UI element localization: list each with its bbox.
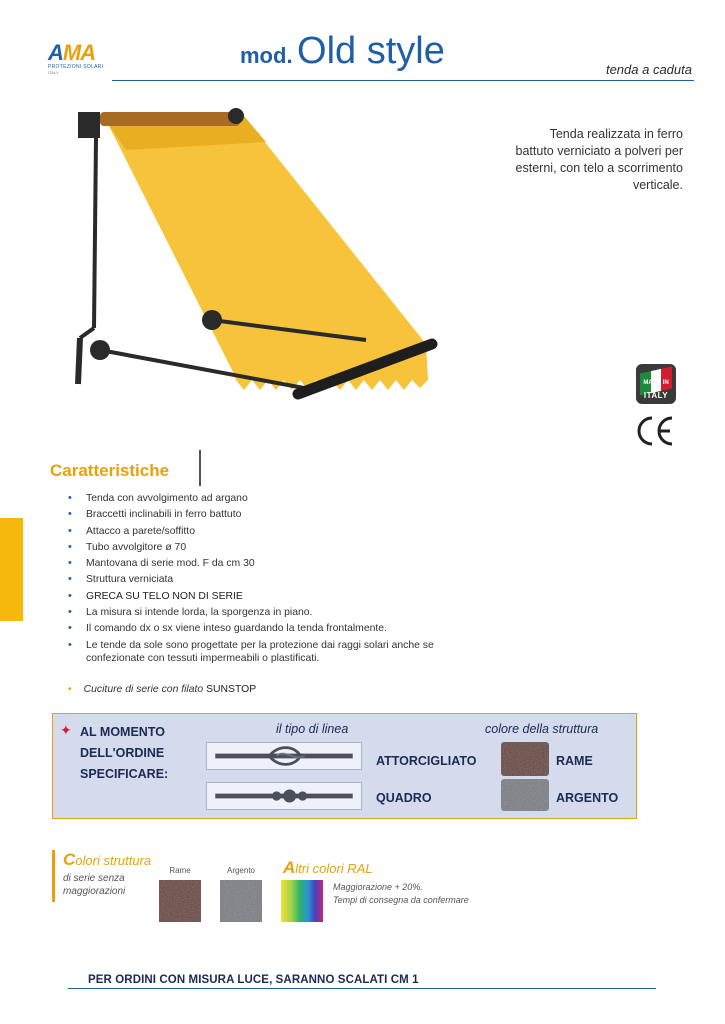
title-prefix: mod. bbox=[240, 43, 293, 68]
colors-title-rest: olori struttura bbox=[75, 853, 152, 868]
ral-title bbox=[283, 858, 373, 878]
rame-swatch bbox=[501, 742, 549, 776]
feature-item: • La misura si intende lorda, la sporgenza in piano. bbox=[60, 606, 480, 619]
product-type: tenda a caduta bbox=[605, 62, 692, 77]
crank-handle bbox=[78, 338, 80, 384]
feature-item: • Mantovana di serie mod. F da cm 30 bbox=[60, 557, 480, 570]
italy-text: ITALY bbox=[643, 391, 669, 400]
order-label: AL MOMENTO DELL'ORDINE SPECIFICARE: bbox=[80, 725, 169, 781]
roller-end-rosette bbox=[228, 108, 244, 124]
top-bracket bbox=[78, 112, 100, 138]
rame-label: Rame bbox=[169, 866, 191, 875]
feature-item: • Struttura verniciata bbox=[60, 573, 480, 586]
colors-subtitle: di serie senza maggiorazioni bbox=[63, 873, 126, 897]
rame-color-swatch bbox=[159, 880, 201, 922]
structure-color-header: colore della struttura bbox=[485, 722, 599, 736]
feature-item: • Le tende da sole sono progettate per la protezione dai raggi solari anche se confezionate con tessuti impermeabili o plastificati. bbox=[60, 639, 480, 665]
option-rame: RAME bbox=[556, 754, 593, 768]
option-argento: ARGENTO bbox=[556, 791, 619, 805]
ce-mark-icon bbox=[634, 414, 676, 448]
option-square: QUADRO bbox=[376, 791, 432, 805]
ral-surcharge: Maggiorazione + 20%. bbox=[333, 882, 423, 892]
ral-note bbox=[333, 881, 469, 907]
sunstop-prefix: Cuciture di serie con filato bbox=[83, 684, 207, 695]
star-icon: ✦ bbox=[60, 722, 72, 738]
feature-item: • Tubo avvolgitore ø 70 bbox=[60, 541, 480, 554]
side-accent-bar bbox=[0, 518, 23, 621]
argento-color-swatch bbox=[220, 880, 262, 922]
awning-fabric bbox=[108, 116, 428, 390]
logo-small-text: ITALY bbox=[48, 70, 59, 75]
colors-title bbox=[63, 850, 151, 870]
option-twisted: ATTORCIGLIATO bbox=[376, 754, 477, 768]
argento-label: Argento bbox=[226, 866, 256, 875]
features-divider bbox=[199, 450, 201, 486]
product-description: Tenda realizzata in ferro battuto verniciato a polveri per esterni, con telo a scorrimento verticale. bbox=[515, 127, 683, 192]
title-main: Old style bbox=[297, 30, 445, 72]
amma-logo bbox=[48, 42, 112, 78]
made-in-text: MADE IN bbox=[643, 380, 669, 386]
page-title bbox=[240, 30, 445, 73]
sunstop-brand: SUNSTOP bbox=[206, 684, 257, 695]
ral-color-gradient bbox=[281, 880, 323, 922]
argento-swatch bbox=[501, 779, 549, 811]
feature-item: • Tenda con avvolgimento ad argano bbox=[60, 492, 480, 505]
footer-divider bbox=[68, 988, 656, 989]
colors-title-cap: C bbox=[63, 850, 76, 869]
logo-tagline: PROTEZIONI SOLARI bbox=[48, 64, 104, 70]
ral-delivery: Tempi di consegna da confermare bbox=[333, 895, 469, 905]
colors-accent-bar bbox=[52, 850, 55, 902]
feature-item: • Il comando dx o sx viene inteso guardando la tenda frontalmente. bbox=[60, 622, 480, 635]
ral-title-cap: A bbox=[283, 858, 296, 877]
header-divider bbox=[112, 80, 694, 81]
feature-item: • Attacco a parete/soffitto bbox=[60, 525, 480, 538]
logo-mark-right: MA bbox=[62, 40, 96, 65]
logo-mark-left: A bbox=[48, 40, 63, 65]
made-in-italy-badge bbox=[636, 364, 676, 404]
twisted-line-sample bbox=[206, 742, 362, 770]
footer-note: PER ORDINI CON MISURA LUCE, SARANNO SCALATI CM 1 bbox=[88, 974, 419, 986]
line-type-header: il tipo di linea bbox=[276, 722, 349, 736]
sunstop-note bbox=[68, 684, 256, 695]
crank-rod bbox=[94, 138, 96, 328]
features-title: Caratteristiche bbox=[50, 461, 170, 480]
roller-tube bbox=[100, 112, 240, 126]
awning-illustration bbox=[66, 98, 446, 434]
features-list bbox=[60, 492, 480, 668]
ral-title-rest: ltri colori RAL bbox=[295, 861, 373, 876]
feature-item: • Braccetti inclinabili in ferro battuto bbox=[60, 508, 480, 521]
square-line-sample bbox=[206, 782, 362, 810]
feature-item: • GRECA SU TELO NON DI SERIE bbox=[60, 590, 480, 603]
